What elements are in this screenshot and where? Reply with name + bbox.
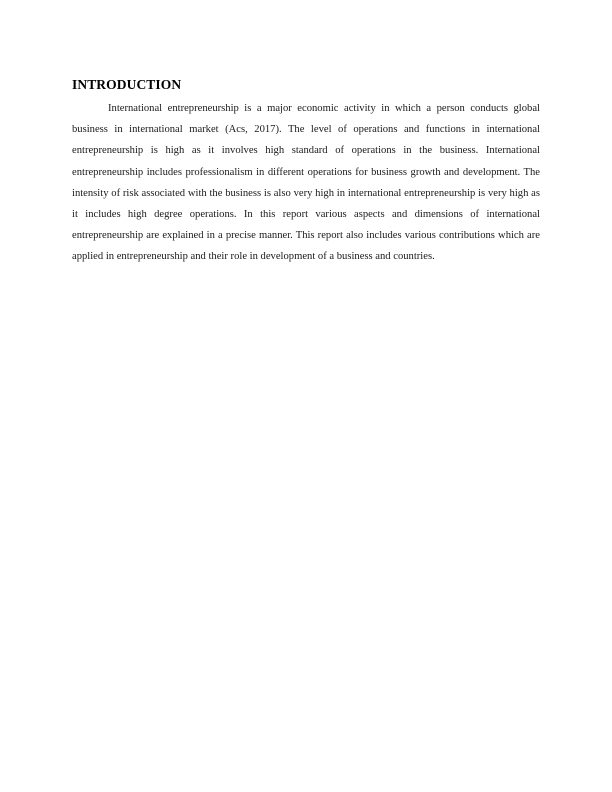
body-paragraph: International entrepreneurship is a major economic activity in which a person conducts global business in international market (Acs, 2017). The level of operations and functions in international entrepreneurship is high as it involves high standard of operations in the business. International entrepreneurship includes professionalism in different operations for business growth and development. The intensity of risk associated with the business is also very high in international entrepreneurship is very high as it includes high degree operations. In this report various aspects and dimensions of international entrepreneurship are explained in a precise manner. This report also includes various contributions which are applied in entrepreneurship and their role in development of a business and countries.	[72, 103, 540, 263]
section-heading: INTRODUCTION	[72, 77, 182, 92]
